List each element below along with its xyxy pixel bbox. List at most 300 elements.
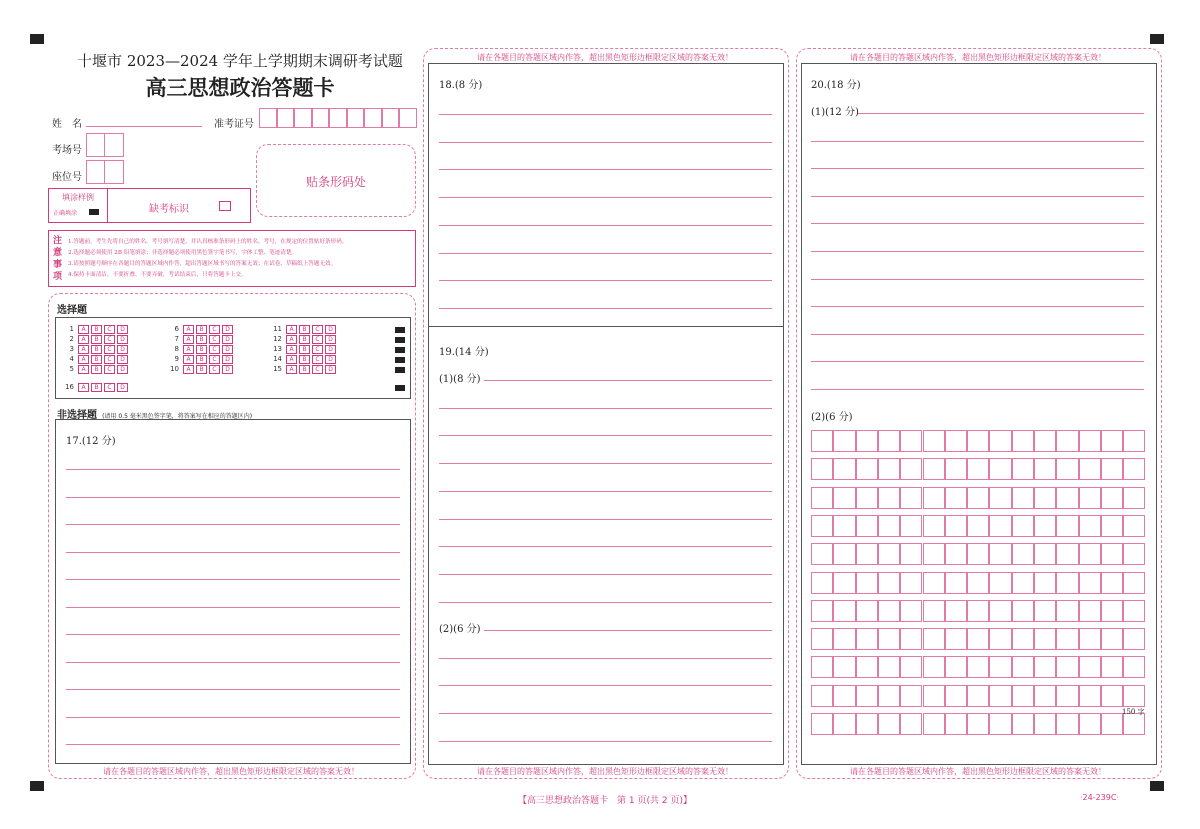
choice-option-bubble[interactable]: B — [299, 355, 310, 364]
grid-cell[interactable] — [900, 430, 922, 452]
warning-right-top: 请在各题目的答题区域内作答，超出黑色矩形边框限定区域的答案无效！ — [850, 53, 1106, 62]
choice-option-bubble[interactable]: A — [78, 325, 89, 334]
choice-option-bubble[interactable]: C — [209, 345, 220, 354]
answer-line[interactable] — [811, 168, 1144, 169]
grid-cell[interactable] — [900, 685, 922, 707]
grid-cell[interactable] — [1012, 515, 1034, 537]
choice-option-bubble[interactable]: D — [325, 355, 336, 364]
grid-cell[interactable] — [878, 572, 900, 594]
answer-line[interactable] — [439, 408, 772, 409]
choice-option-bubble[interactable]: B — [91, 345, 102, 354]
grid-cell[interactable] — [811, 430, 833, 452]
grid-cell[interactable] — [900, 656, 922, 678]
grid-cell[interactable] — [967, 430, 989, 452]
answer-line[interactable] — [439, 197, 772, 198]
grid-cell[interactable] — [811, 685, 833, 707]
choice-option-bubble[interactable]: C — [312, 365, 323, 374]
choice-option-bubble[interactable]: D — [222, 345, 233, 354]
answer-line[interactable] — [66, 579, 400, 580]
grid-cell[interactable] — [878, 628, 900, 650]
grid-cell[interactable] — [1012, 458, 1034, 480]
answer-line[interactable] — [811, 306, 1144, 307]
grid-cell[interactable] — [989, 458, 1011, 480]
answer-line[interactable] — [66, 607, 400, 608]
grid-cell[interactable] — [989, 543, 1011, 565]
choice-option-bubble[interactable]: B — [196, 355, 207, 364]
grid-cell[interactable] — [1101, 458, 1123, 480]
grid-cell[interactable] — [923, 572, 945, 594]
choice-option-bubble[interactable]: C — [209, 355, 220, 364]
choice-option-bubble[interactable]: C — [312, 345, 323, 354]
grid-cell[interactable] — [945, 685, 967, 707]
grid-cell[interactable] — [856, 515, 878, 537]
grid-cell[interactable] — [923, 656, 945, 678]
choice-option-bubble[interactable]: B — [196, 335, 207, 344]
choice-question-number: 10 — [170, 365, 179, 373]
grid-cell[interactable] — [833, 487, 855, 509]
answer-line[interactable] — [66, 744, 400, 745]
grid-cell[interactable] — [1034, 458, 1056, 480]
grid-cell[interactable] — [1056, 656, 1078, 678]
grid-cell[interactable] — [989, 600, 1011, 622]
grid-cell[interactable] — [967, 458, 989, 480]
choice-option-bubble[interactable]: B — [299, 325, 310, 334]
grid-cell[interactable] — [945, 430, 967, 452]
choice-option-bubble[interactable]: C — [209, 365, 220, 374]
grid-cell[interactable] — [1056, 600, 1078, 622]
grid-cell[interactable] — [900, 543, 922, 565]
seat-field[interactable] — [86, 160, 124, 184]
grid-cell[interactable] — [1056, 458, 1078, 480]
exam-number-cell[interactable] — [312, 108, 330, 128]
grid-cell[interactable] — [1079, 600, 1101, 622]
grid-cell[interactable] — [967, 515, 989, 537]
answer-line[interactable] — [439, 280, 772, 281]
grid-cell[interactable] — [989, 685, 1011, 707]
grid-cell[interactable] — [967, 685, 989, 707]
grid-cell[interactable] — [878, 600, 900, 622]
grid-cell[interactable] — [1034, 543, 1056, 565]
grid-cell[interactable] — [1101, 543, 1123, 565]
choice-option-bubble[interactable]: D — [117, 365, 128, 374]
answer-line[interactable] — [811, 141, 1144, 142]
answer-line[interactable] — [439, 253, 772, 254]
grid-cell[interactable] — [878, 487, 900, 509]
choice-option-bubble[interactable]: D — [117, 355, 128, 364]
grid-cell[interactable] — [923, 515, 945, 537]
choice-option-bubble[interactable]: C — [312, 355, 323, 364]
grid-cell[interactable] — [967, 628, 989, 650]
exam-room-field[interactable] — [86, 133, 124, 157]
grid-cell[interactable] — [1034, 430, 1056, 452]
grid-cell[interactable] — [1056, 685, 1078, 707]
absent-checkbox[interactable] — [219, 201, 231, 211]
choice-option-bubble[interactable]: D — [222, 335, 233, 344]
grid-cell[interactable] — [1034, 515, 1056, 537]
grid-cell[interactable] — [1012, 685, 1034, 707]
grid-cell[interactable] — [833, 458, 855, 480]
grid-cell[interactable] — [833, 628, 855, 650]
grid-cell[interactable] — [1079, 515, 1101, 537]
choice-option-bubble[interactable]: A — [183, 335, 194, 344]
choice-option-bubble[interactable]: A — [286, 325, 297, 334]
grid-cell[interactable] — [1123, 572, 1145, 594]
grid-cell[interactable] — [1123, 685, 1145, 707]
grid-cell[interactable] — [1123, 458, 1145, 480]
choice-option-bubble[interactable]: B — [91, 325, 102, 334]
choice-option-bubble[interactable]: A — [286, 365, 297, 374]
choice-option-bubble[interactable]: A — [183, 365, 194, 374]
exam-title: 十堰市 2023—2024 学年上学期期末调研考试题 — [77, 52, 403, 70]
choice-option-bubble[interactable]: A — [183, 325, 194, 334]
grid-cell[interactable] — [989, 656, 1011, 678]
grid-cell[interactable] — [1034, 685, 1056, 707]
grid-cell[interactable] — [811, 656, 833, 678]
grid-cell[interactable] — [1034, 628, 1056, 650]
grid-cell[interactable] — [878, 656, 900, 678]
grid-cell[interactable] — [1034, 656, 1056, 678]
grid-cell[interactable] — [1012, 713, 1034, 735]
grid-cell[interactable] — [1079, 685, 1101, 707]
grid-cell[interactable] — [1101, 685, 1123, 707]
grid-cell[interactable] — [1101, 713, 1123, 735]
choice-option-bubble[interactable]: A — [78, 365, 89, 374]
grid-cell[interactable] — [1056, 487, 1078, 509]
grid-cell[interactable] — [878, 458, 900, 480]
grid-cell[interactable] — [856, 487, 878, 509]
grid-cell[interactable] — [1056, 572, 1078, 594]
grid-cell[interactable] — [923, 600, 945, 622]
grid-cell[interactable] — [989, 713, 1011, 735]
choice-option-bubble[interactable]: B — [299, 365, 310, 374]
answer-line[interactable] — [439, 463, 772, 464]
grid-cell[interactable] — [1101, 572, 1123, 594]
grid-cell[interactable] — [833, 600, 855, 622]
choice-option-bubble[interactable]: B — [299, 345, 310, 354]
choice-question-number: 16 — [65, 383, 74, 391]
choice-option-bubble[interactable]: B — [196, 365, 207, 374]
answer-line[interactable] — [811, 251, 1144, 252]
choice-option-bubble[interactable]: A — [286, 335, 297, 344]
choice-question-number: 11 — [273, 325, 282, 333]
grid-cell[interactable] — [878, 515, 900, 537]
grid-cell[interactable] — [1012, 628, 1034, 650]
grid-cell[interactable] — [900, 713, 922, 735]
grid-cell[interactable] — [856, 628, 878, 650]
grid-cell[interactable] — [1101, 656, 1123, 678]
answer-line[interactable] — [811, 389, 1144, 390]
answer-line[interactable] — [811, 361, 1144, 362]
grid-cell[interactable] — [1056, 543, 1078, 565]
exam-number-cell[interactable] — [347, 108, 365, 128]
grid-cell[interactable] — [945, 515, 967, 537]
grid-cell[interactable] — [900, 487, 922, 509]
choice-option-bubble[interactable]: D — [117, 383, 128, 392]
answer-line[interactable] — [439, 602, 772, 603]
choice-question-number: 4 — [69, 355, 74, 363]
timing-mark — [395, 337, 405, 343]
answer-line[interactable] — [439, 658, 772, 659]
choice-option-bubble[interactable]: C — [104, 355, 115, 364]
choice-option-bubble[interactable]: C — [209, 325, 220, 334]
answer-line[interactable] — [66, 634, 400, 635]
exam-number-cell[interactable] — [382, 108, 400, 128]
grid-cell[interactable] — [967, 543, 989, 565]
grid-cell[interactable] — [967, 656, 989, 678]
answer-line[interactable] — [484, 380, 772, 381]
grid-cell[interactable] — [900, 572, 922, 594]
choice-option-bubble[interactable]: A — [78, 383, 89, 392]
grid-cell[interactable] — [833, 572, 855, 594]
choice-option-bubble[interactable]: B — [91, 365, 102, 374]
choice-option-bubble[interactable]: C — [104, 345, 115, 354]
grid-cell[interactable] — [1123, 487, 1145, 509]
grid-cell[interactable] — [1079, 656, 1101, 678]
grid-cell[interactable] — [900, 628, 922, 650]
exam-number-cell[interactable] — [277, 108, 295, 128]
grid-cell[interactable] — [833, 713, 855, 735]
grid-cell[interactable] — [1056, 713, 1078, 735]
grid-cell[interactable] — [856, 543, 878, 565]
exam-number-cell[interactable] — [329, 108, 347, 128]
grid-cell[interactable] — [833, 515, 855, 537]
choice-option-bubble[interactable]: D — [325, 365, 336, 374]
exam-number-cell[interactable] — [399, 108, 417, 128]
grid-cell[interactable] — [811, 515, 833, 537]
grid-cell[interactable] — [1123, 430, 1145, 452]
grid-cell[interactable] — [811, 487, 833, 509]
answer-line[interactable] — [811, 196, 1144, 197]
choice-option-bubble[interactable]: D — [117, 335, 128, 344]
grid-cell[interactable] — [1101, 628, 1123, 650]
grid-cell[interactable] — [1079, 430, 1101, 452]
name-field[interactable] — [86, 126, 202, 127]
choice-option-bubble[interactable]: C — [104, 383, 115, 392]
grid-cell[interactable] — [967, 487, 989, 509]
grid-cell[interactable] — [878, 543, 900, 565]
grid-cell[interactable] — [811, 628, 833, 650]
grid-cell[interactable] — [1012, 430, 1034, 452]
answer-line[interactable] — [66, 689, 400, 690]
grid-cell[interactable] — [900, 458, 922, 480]
grid-cell[interactable] — [900, 600, 922, 622]
choice-option-bubble[interactable]: A — [286, 345, 297, 354]
choice-option-bubble[interactable]: D — [117, 325, 128, 334]
answer-line[interactable] — [439, 114, 772, 115]
answer-line[interactable] — [439, 546, 772, 547]
choice-option-bubble[interactable]: C — [104, 335, 115, 344]
grid-cell[interactable] — [923, 713, 945, 735]
choice-option-bubble[interactable]: B — [299, 335, 310, 344]
grid-cell[interactable] — [923, 628, 945, 650]
choice-option-bubble[interactable]: C — [104, 365, 115, 374]
grid-cell[interactable] — [1079, 628, 1101, 650]
choice-option-bubble[interactable]: B — [91, 335, 102, 344]
grid-cell[interactable] — [833, 543, 855, 565]
grid-cell[interactable] — [923, 458, 945, 480]
grid-cell[interactable] — [1056, 430, 1078, 452]
grid-cell[interactable] — [967, 572, 989, 594]
grid-cell[interactable] — [945, 487, 967, 509]
answer-line[interactable] — [811, 223, 1144, 224]
answer-line[interactable] — [439, 519, 772, 520]
grid-cell[interactable] — [1079, 458, 1101, 480]
grid-cell[interactable] — [856, 458, 878, 480]
grid-cell[interactable] — [945, 656, 967, 678]
grid-cell[interactable] — [878, 685, 900, 707]
grid-cell[interactable] — [1034, 572, 1056, 594]
choice-option-bubble[interactable]: C — [312, 325, 323, 334]
grid-cell[interactable] — [811, 543, 833, 565]
grid-cell[interactable] — [1123, 543, 1145, 565]
choice-option-bubble[interactable]: A — [183, 345, 194, 354]
choice-option-bubble[interactable]: B — [196, 325, 207, 334]
grid-cell[interactable] — [1079, 572, 1101, 594]
grid-cell[interactable] — [811, 600, 833, 622]
grid-cell[interactable] — [989, 515, 1011, 537]
grid-cell[interactable] — [1056, 628, 1078, 650]
grid-cell[interactable] — [945, 572, 967, 594]
choice-option-bubble[interactable]: A — [78, 335, 89, 344]
grid-cell[interactable] — [945, 458, 967, 480]
choice-option-bubble[interactable]: D — [325, 345, 336, 354]
answer-line[interactable] — [439, 491, 772, 492]
grid-cell[interactable] — [1034, 487, 1056, 509]
grid-cell[interactable] — [900, 515, 922, 537]
grid-cell[interactable] — [945, 600, 967, 622]
grid-cell[interactable] — [1123, 628, 1145, 650]
grid-cell[interactable] — [967, 713, 989, 735]
q20-2-label: (2)(6 分) — [811, 412, 853, 423]
grid-cell[interactable] — [856, 685, 878, 707]
grid-cell[interactable] — [833, 685, 855, 707]
choice-option-bubble[interactable]: B — [91, 383, 102, 392]
grid-cell[interactable] — [989, 572, 1011, 594]
grid-cell[interactable] — [1079, 487, 1101, 509]
choice-option-bubble[interactable]: A — [286, 355, 297, 364]
grid-cell[interactable] — [1079, 543, 1101, 565]
grid-cell[interactable] — [1101, 487, 1123, 509]
choice-option-bubble[interactable]: D — [325, 335, 336, 344]
answer-line[interactable] — [811, 279, 1144, 280]
answer-line[interactable] — [858, 113, 1144, 114]
choice-option-bubble[interactable]: A — [78, 345, 89, 354]
grid-cell[interactable] — [1012, 487, 1034, 509]
grid-cell[interactable] — [1034, 713, 1056, 735]
grid-cell[interactable] — [923, 543, 945, 565]
choice-option-bubble[interactable]: A — [183, 355, 194, 364]
grid-cell[interactable] — [856, 572, 878, 594]
grid-cell[interactable] — [856, 713, 878, 735]
answer-line[interactable] — [439, 741, 772, 742]
answer-line[interactable] — [439, 142, 772, 143]
answer-line[interactable] — [66, 717, 400, 718]
answer-line[interactable] — [66, 497, 400, 498]
grid-cell[interactable] — [989, 487, 1011, 509]
answer-line[interactable] — [439, 713, 772, 714]
choice-option-bubble[interactable]: B — [91, 355, 102, 364]
grid-cell[interactable] — [1012, 543, 1034, 565]
choice-option-bubble[interactable]: D — [222, 355, 233, 364]
grid-cell[interactable] — [878, 430, 900, 452]
grid-cell[interactable] — [1079, 713, 1101, 735]
choice-option-bubble[interactable]: D — [117, 345, 128, 354]
notice-heading-char: 意 — [53, 248, 63, 258]
timing-mark — [395, 347, 405, 353]
answer-line[interactable] — [66, 524, 400, 525]
answer-line[interactable] — [484, 630, 772, 631]
grid-cell[interactable] — [1034, 600, 1056, 622]
grid-cell[interactable] — [1012, 656, 1034, 678]
answer-line[interactable] — [439, 169, 772, 170]
choice-option-bubble[interactable]: B — [196, 345, 207, 354]
seat-label: 座位号 — [52, 172, 82, 183]
answer-line[interactable] — [66, 552, 400, 553]
answer-line[interactable] — [439, 685, 772, 686]
grid-cell[interactable] — [833, 656, 855, 678]
grid-cell[interactable] — [989, 628, 1011, 650]
nonchoice-title: 非选择题 — [57, 410, 97, 421]
answer-line[interactable] — [66, 469, 400, 470]
grid-cell[interactable] — [1101, 600, 1123, 622]
grid-cell[interactable] — [945, 543, 967, 565]
notice-heading-char: 项 — [53, 272, 63, 282]
grid-cell[interactable] — [1056, 515, 1078, 537]
choice-option-bubble[interactable]: C — [104, 325, 115, 334]
exam-number-cell[interactable] — [364, 108, 382, 128]
grid-cell[interactable] — [1012, 572, 1034, 594]
grid-cell[interactable] — [1123, 515, 1145, 537]
grid-cell[interactable] — [923, 487, 945, 509]
grid-cell[interactable] — [1123, 656, 1145, 678]
answer-line[interactable] — [439, 225, 772, 226]
grid-cell[interactable] — [967, 600, 989, 622]
answer-line[interactable] — [439, 574, 772, 575]
grid-cell[interactable] — [878, 713, 900, 735]
answer-line[interactable] — [439, 308, 772, 309]
choice-option-bubble[interactable]: C — [312, 335, 323, 344]
grid-cell[interactable] — [856, 430, 878, 452]
grid-cell[interactable] — [945, 628, 967, 650]
grid-cell[interactable] — [1101, 430, 1123, 452]
choice-option-bubble[interactable]: D — [222, 325, 233, 334]
timing-mark — [395, 327, 405, 333]
grid-cell[interactable] — [923, 430, 945, 452]
answer-line[interactable] — [66, 662, 400, 663]
grid-cell[interactable] — [856, 656, 878, 678]
timing-mark — [30, 781, 44, 791]
exam-number-cell[interactable] — [294, 108, 312, 128]
grid-cell[interactable] — [1012, 600, 1034, 622]
grid-cell[interactable] — [833, 430, 855, 452]
grid-cell[interactable] — [1101, 515, 1123, 537]
grid-cell[interactable] — [856, 600, 878, 622]
choice-option-bubble[interactable]: D — [222, 365, 233, 374]
grid-cell[interactable] — [811, 713, 833, 735]
grid-cell[interactable] — [923, 685, 945, 707]
choice-option-bubble[interactable]: C — [209, 335, 220, 344]
answer-line[interactable] — [811, 334, 1144, 335]
choice-option-bubble[interactable]: A — [78, 355, 89, 364]
grid-cell[interactable] — [989, 430, 1011, 452]
grid-cell[interactable] — [811, 572, 833, 594]
grid-cell[interactable] — [811, 458, 833, 480]
grid-cell[interactable] — [945, 713, 967, 735]
choice-option-bubble[interactable]: D — [325, 325, 336, 334]
exam-number-cell[interactable] — [259, 108, 277, 128]
grid-cell[interactable] — [1123, 600, 1145, 622]
answer-line[interactable] — [439, 435, 772, 436]
